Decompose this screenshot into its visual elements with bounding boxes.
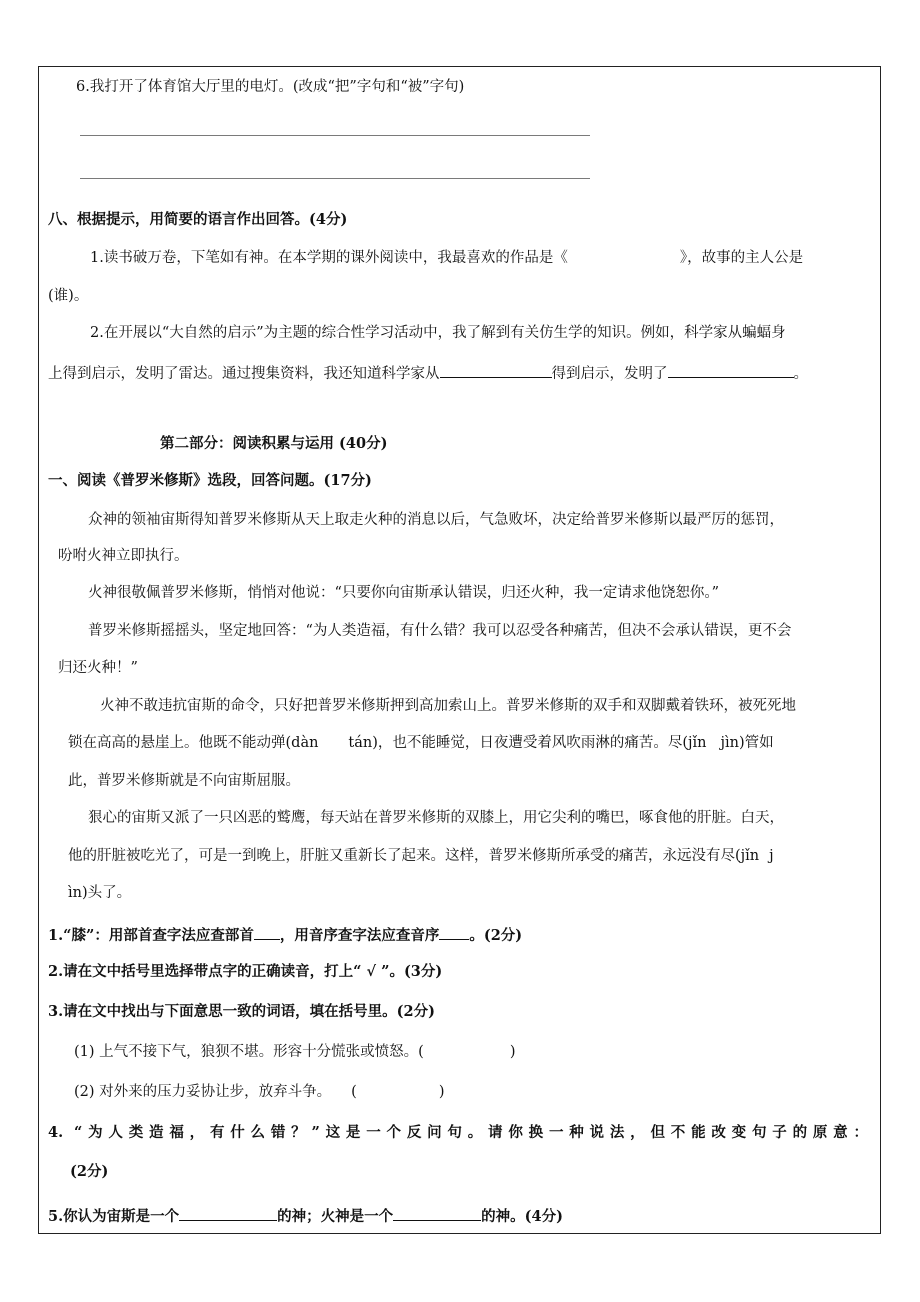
reading-q3-2-open: (	[351, 1084, 357, 1100]
sec8-q1-line1	[90, 248, 803, 268]
reading-q5-text-c: 的神。(4分)	[481, 1208, 563, 1225]
reading-q1	[48, 923, 522, 946]
reading-section-title: 一、阅读《普罗米修斯》选段，回答问题。(17分)	[48, 472, 372, 489]
sec8-q2-line2	[48, 361, 808, 384]
passage-p4-line2	[68, 733, 774, 753]
part-2-title: 第二部分：阅读积累与运用 (40分)	[160, 435, 388, 452]
sec8-q1-text-a: 1.读书破万卷，下笔如有神。在本学期的课外阅读中，我最喜欢的作品是《	[90, 250, 568, 266]
passage-p1-line2: 吩咐火神立即执行。	[58, 548, 189, 564]
reading-q3: 3.请在文中找出与下面意思一致的词语，填在括号里。(2分)	[48, 1003, 435, 1020]
reading-q3-1	[74, 1042, 515, 1062]
sec8-q2-text-c: 得到启示，发明了	[551, 366, 668, 382]
reading-q3-2-text: (2) 对外来的压力妥协让步，放弃斗争。	[74, 1084, 332, 1100]
passage-p5-line2	[68, 846, 774, 866]
passage-p4-line1: 火神不敢违抗宙斯的命令，只好把普罗米修斯押到高加索山上。普罗米修斯的双手和双脚戴着铁环，被死死地	[100, 698, 796, 714]
passage-p4-text-c: jìn)管如	[720, 735, 774, 751]
passage-p2: 火神很敬佩普罗米修斯，悄悄对他说：“只要你向宙斯承认错误，归还火种，我一定请求他饶恕你。”	[88, 585, 720, 601]
invention-blank[interactable]	[668, 361, 794, 378]
reading-q4-line1: 4. “为人类造福，有什么错？”这是一个反问句。请你换一种说法，但不能改变句子的原意：	[48, 1124, 868, 1141]
radical-blank[interactable]	[254, 923, 280, 940]
answer-line-2[interactable]	[80, 178, 590, 179]
passage-p4-text-b: tán)，也不能睡觉，日夜遭受着风吹雨淋的痛苦。尽(jǐn	[348, 735, 707, 751]
passage-p5-text-b: j	[769, 848, 774, 864]
reading-q5	[48, 1204, 563, 1227]
passage-p3-line1: 普罗米修斯摇摇头，坚定地回答：“为人类造福，有什么错？我可以忍受各种痛苦，但决不会承认错误，更不会	[88, 623, 792, 639]
reading-q5-text-b: 的神；火神是一个	[277, 1208, 394, 1225]
reading-q3-2-close: )	[438, 1084, 445, 1100]
passage-p1-line1: 众神的领袖宙斯得知普罗米修斯从天上取走火种的消息以后，气急败坏，决定给普罗米修斯以最严厉的惩罚，	[88, 512, 784, 528]
answer-line-1[interactable]	[80, 135, 590, 136]
passage-p3-line2: 归还火种！”	[58, 660, 138, 676]
sec8-q2-line1: 2.在开展以“大自然的启示”为主题的综合性学习活动中，我了解到有关仿生学的知识。例如，科学家从蝙蝠身	[90, 325, 786, 341]
sec8-q2-text-b: 上得到启示，发明了雷达。通过搜集资料，我还知道科学家从	[48, 366, 440, 382]
reading-q4-line2: (2分)	[70, 1163, 109, 1180]
reading-q1-text-a: 1.“膝”：用部首查字法应查部首	[48, 927, 254, 944]
passage-p5-line1: 狠心的宙斯又派了一只凶恶的鹫鹰，每天站在普罗米修斯的双膝上，用它尖利的嘴巴，啄食他的肝脏。白天，	[88, 810, 784, 826]
sec8-q2-text-d: 。	[793, 366, 808, 382]
reading-q1-text-c: 。(2分)	[469, 927, 523, 944]
reading-q3-1-text: (1) 上气不接下气，狼狈不堪。形容十分慌张或愤怒。(	[74, 1044, 424, 1060]
reading-q5-text-a: 5.你认为宙斯是一个	[48, 1208, 180, 1225]
passage-p5-line3: ìn)头了。	[68, 885, 132, 901]
source-blank[interactable]	[440, 361, 552, 378]
sec8-q1-text-b: 》，故事的主人公是	[679, 250, 804, 266]
passage-p4-text-a: 锁在高高的悬崖上。他既不能动弹(dàn	[68, 735, 319, 751]
reading-q2: 2.请在文中括号里选择带点字的正确读音，打上“ √ ”。(3分)	[48, 963, 443, 980]
passage-p5-text-a: 他的肝脏被吃光了，可是一到晚上，肝脏又重新长了起来。这样，普罗米修斯所承受的痛苦，永远没有尽(jǐn	[68, 848, 760, 864]
sec8-q1-line2: (谁)。	[48, 288, 89, 304]
reading-q3-2	[74, 1082, 445, 1102]
section-8-title: 八、根据提示，用简要的语言作出回答。(4分)	[48, 211, 348, 228]
reading-q1-text-b: ，用音序查字法应查音序	[279, 927, 440, 944]
question-6: 6.我打开了体育馆大厅里的电灯。(改成“把”字句和“被”字句)	[76, 79, 465, 95]
fire-god-blank[interactable]	[393, 1204, 481, 1221]
passage-p4-line3: 此，普罗米修斯就是不向宙斯屈服。	[68, 773, 300, 789]
zeus-blank[interactable]	[179, 1204, 277, 1221]
phonetic-index-blank[interactable]	[439, 923, 469, 940]
reading-q3-1-close: )	[509, 1044, 516, 1060]
